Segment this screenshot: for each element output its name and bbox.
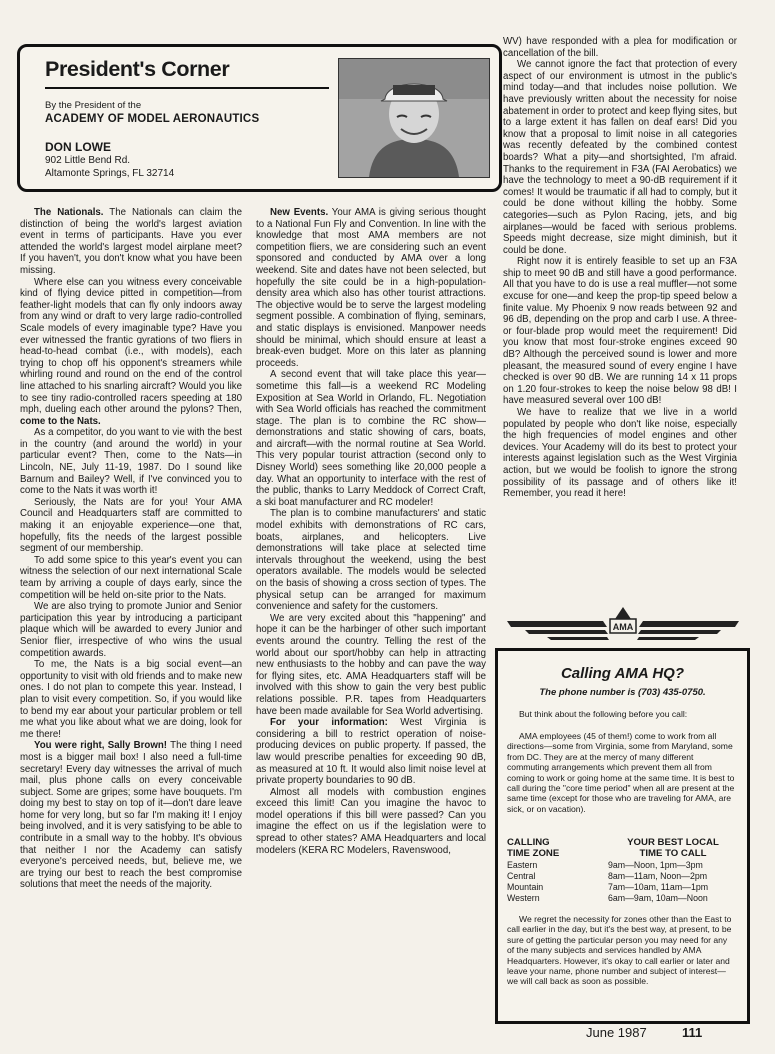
paragraph-text: Where else can you witness every conceivable kind of flying device pitted in competition—from feather-light models that can fly only indoors away from any wind or draft to very large radio-controlled Scale models of every imaginable type? Have you ever witnessed the frantic gyrations of two fliers in head-to-head combat (i.e., with models), each trying to chop off his opponent's streamers while whirling round and round on the end of the control line attached to his snarling aircraft? Would you like to see tiny radio-controlled racers speeding at 180 mph, dueling each other around the pylons? Then,: [20, 276, 242, 416]
zone-western: Western: [507, 893, 540, 903]
article-paragraph: [20, 740, 242, 891]
paragraph-text: WV) have responded with a plea for modification or cancellation of the bill.: [503, 36, 737, 59]
ama-winged-emblem: [507, 605, 739, 645]
article-paragraph: [256, 508, 486, 612]
article-paragraph: [256, 717, 486, 787]
calling-zone-header: CALLING TIME ZONE: [507, 837, 560, 859]
paragraph-text: The Nationals can claim the distinction of being the world's largest aviation event in terms of participants. Have you ever attended the world's largest model airplane meet? If you haven't, you don't know what you have been missing.: [20, 207, 242, 276]
section-lead: New Events.: [270, 207, 329, 218]
article-paragraph: [20, 277, 242, 428]
address-line-1: 902 Little Bend Rd.: [45, 155, 131, 166]
time-mountain: 7am—10am, 11am—1pm: [608, 882, 709, 892]
paragraph-text: We are also trying to promote Junior and Senior participation this year by introducing a participant plaque which will be awarded to every Junior and Senior flier, irrespective of who wins the usual competition awards.: [20, 601, 242, 659]
emphasis-tail: come to the Nats.: [20, 415, 101, 427]
section-lead: You were right, Sally Brown!: [34, 740, 168, 752]
address-line-2: Altamonte Springs, FL 32714: [45, 168, 175, 179]
issue-date: June 1987: [586, 1025, 647, 1040]
organization-name: ACADEMY OF MODEL AERONAUTICS: [45, 113, 260, 125]
zone-mountain: Mountain: [507, 882, 544, 892]
callbox-phone: The phone number is (703) 435-0750.: [539, 687, 706, 698]
paragraph-text: Almost all models with combustion engines exceed this limit! Can you imagine the havoc to model operations if this bill were passed? Can you imagine the effect on us if the legislation were to spread to other states? AMA Headquarters and local modelers (KERA RC Modelers, Ravenswood,: [256, 786, 486, 856]
paragraph-text: West Virginia is considering a bill to restrict operation of noise-producing devices on public property. If passed, the law would prescribe penalties for exceeding 90 dB, as measured at 10 ft. It would also limit noise level at private property boundaries to 90 dB.: [256, 717, 486, 787]
calling-ama-hq-box: [495, 648, 750, 1024]
time-central: 8am—11am, Noon—2pm: [608, 871, 708, 881]
byline: By the President of the: [45, 100, 142, 111]
time-western: 6am—9am, 10am—Noon: [608, 893, 708, 903]
time-eastern: 9am—Noon, 1pm—3pm: [608, 860, 703, 870]
zone-central: Central: [507, 871, 536, 881]
article-paragraph: [256, 207, 486, 369]
paragraph-text: A second event that will take place this year—sometime this fall—is a weekend RC Modeling Exposition at Sea World in Orlando, FL. Negotiation with Sea World officials has reached the commitment stage. The plan is to combine the RC show—demonstrations and static showing of cars, boats, and aircraft—with the normal routine at Sea World. This very popular tourist attraction (second only to Disney World) sees something like 20,000 people a day. What an opportunity to interface with the rest of the public, thanks to Larry Meddock of Correct Craft, a ski boat manufacturer and RC modeler!: [256, 369, 486, 508]
article-paragraph: [20, 497, 242, 555]
author-name: DON LOWE: [45, 140, 111, 154]
emblem-label: AMA: [612, 622, 634, 632]
article-paragraph: [256, 613, 486, 717]
article-paragraph: [20, 659, 242, 740]
article-paragraph: [503, 36, 737, 59]
section-lead: The Nationals.: [34, 207, 104, 218]
article-column-3: [503, 36, 737, 500]
zone-eastern: Eastern: [507, 860, 538, 870]
paragraph-text: Right now it is entirely feasible to set up an F3A ship to meet 90 dB and still have a good performance. All that you have to do is use a real muffler—not some excuse for one—and keep the prop-tip speed below a finite value. My Phoenix 9 now reads between 92 and 96 dB, depending on the prop and carb I use. A three- or four-blade prop would meet the requirement! Did you know that most four-stroke engines exceed 90 dB? Although the perceived sound is lower and more pleasant, the measured sound of every engine I have checked is over 90 dB. We are running 14 x 11 props on 1.20 four-strokes to keep the noise below 98 dB! I have measured several over 100 dB!: [503, 256, 737, 407]
paragraph-text: We have to realize that we live in a world populated by people who don't like noise, especially the high frequencies of model engines and other devices. Your Academy will do its best to protect your interests against legislation such as the West Virginia action, but we would be foolish to ignore the strong possibility of its passage and of others like it! Remember, you read it here!: [503, 407, 737, 500]
article-paragraph: [20, 207, 242, 277]
article-paragraph: [503, 59, 737, 256]
article-paragraph: [20, 601, 242, 659]
paragraph-text: Your AMA is giving serious thought to a National Fun Fly and Convention. In line with the knowledge that most AMA members are not competition fliers, we are considering such an event sponsored and conducted by AMA over a long weekend. Site and dates have not been selected, but hopefully the site could be in a high-population-density area which also has other tourist attractions. The objective would be to serve the largest modeling segment possible. A combination of flying, seminars, and static displays is envisioned. Manpower needs should be minimal, which should ensure at least a break-even budget. More on this later as planning proceeds.: [256, 207, 486, 369]
article-paragraph: [503, 256, 737, 407]
presidents-corner-header: [17, 44, 502, 192]
column-title: President's Corner: [45, 57, 230, 81]
page-number: 111: [682, 1025, 703, 1040]
paragraph-text: To add some spice to this year's event you can witness the selection of our next international Scale team by arriving a couple of days early, since the competition will be held on-site prior to the Nats.: [20, 554, 242, 601]
article-paragraph: [20, 427, 242, 497]
paragraph-text: To me, the Nats is a big social event—an opportunity to visit with old friends and to make new ones. I do not plan to compete this year. Instead, I plan to visit every competition. So, if you would like to bend my ear about your particular problem or tell me what you like about what we are doing, look for me there!: [20, 659, 242, 740]
author-photo: [338, 58, 490, 178]
callbox-title: Calling AMA HQ?: [560, 665, 685, 682]
paragraph-text: We are very excited about this "happening" and hope it can be the harbinger of other such important events around the country. Telling the rest of the world about our sport/hobby can help in attracting new enthusiasts to the hobby and can pave the way for flying sites, etc. AMA Headquarters staff will be involved with this show to gain the very best public relations possible. P.R. tapes from Headquarters have been made available for Sea World advertising.: [256, 612, 486, 717]
title-rule: [45, 87, 329, 89]
article-paragraph: [256, 369, 486, 508]
article-column-1: [20, 207, 242, 891]
article-paragraph: [256, 787, 486, 857]
paragraph-text: We cannot ignore the fact that protection of every aspect of our environment is utmost in the public's mind today—and that includes noise pollution. We have previously written about the necessity for noise abatement in order to protect and keep flying sites, but to a large extent it has fallen on deaf ears! Did you know that a proposal to limit noise in all categories was recently defeated by the combined contest boards? What a pity—and shortsighted, I'm afraid. Thanks to the requirement in F3A (FAI Aerobatics) we have the technology to meet a 90-dB requirement if it comes! It would be traumatic if all had to comply, but it could be done without killing the hobby. Some categories—such as Pylon Racing, jets, and big airplanes—would be faced with serious problems. Speeds might decrease, size might diminish, but it could be done.: [503, 59, 737, 256]
paragraph-text: The thing I need most is a bigger mail box! I also need a full-time secretary! Every day witnesses the arrival of much mail, plus phone calls on every conceivable subject. Some are gripes; some have bouquets. I'm doing my best to stay on top of it—don't dare leave home for very long, but so far I'm making it! I enjoy being involved, and it is very satisfying to be able to contribute in a small way to the hobby. It's obvious that neither I nor the Academy can satisfy everyone's perceived needs, but, believe me, we are trying our best to reach the best compromise solutions that meet the needs of the majority.: [20, 740, 242, 891]
paragraph-text: The plan is to combine manufacturers' and static model exhibits with demonstrations of RC cars, boats, airplanes, and helicopters. Live demonstrations will take place at selected time intervals throughout the weekend, using the best operators available. The models would be selected on the basis of showing a cross section of types. The physical setup can be arranged for maximum convenience and safety for the customers.: [256, 508, 486, 613]
callbox-commute-text: AMA employees (45 of them!) come to work from all directions—some from Virginia, some from Maryland, some from DC. They are at the mercy of many different commuting arrangements which prevent them all from coming to work or going home at the same time. It is best to call during the "core time period" when all are present at the same time (except for those who are traveling for AMA, are sick, or on vacation).: [507, 731, 735, 814]
paragraph-text: As a competitor, do you want to vie with the best in the country (and around the world) in your particular event? Then, come to the Nats—in Lincoln, NE, July 11-19, 1987. Do I sound like Barnum and Bailey? Well, if I've convinced you to come to the Nats it was worth it!: [20, 427, 242, 497]
article-paragraph: [20, 555, 242, 601]
section-lead: For your information:: [270, 717, 388, 729]
paragraph-text: Seriously, the Nats are for you! Your AMA Council and Headquarters staff are committed to making it an enjoyable experience—one that, hopefully, fits the needs of the largest possible segment of our membership.: [20, 496, 242, 555]
best-time-header: YOUR BEST LOCAL TIME TO CALL: [627, 837, 719, 859]
callbox-intro: But think about the following before you call:: [519, 709, 688, 719]
callbox-closing: We regret the necessity for zones other than the East to call earlier in the day, but it's the best way, at present, to be sure of getting the particular person you may need for any of the many subjects and services handled by AMA Headquarters. However, it's okay to call earlier or later and leave your name, phone number and subject of interest—we will call back as soon as possible.: [507, 914, 732, 987]
article-paragraph: [503, 407, 737, 500]
article-column-2: [256, 207, 486, 856]
